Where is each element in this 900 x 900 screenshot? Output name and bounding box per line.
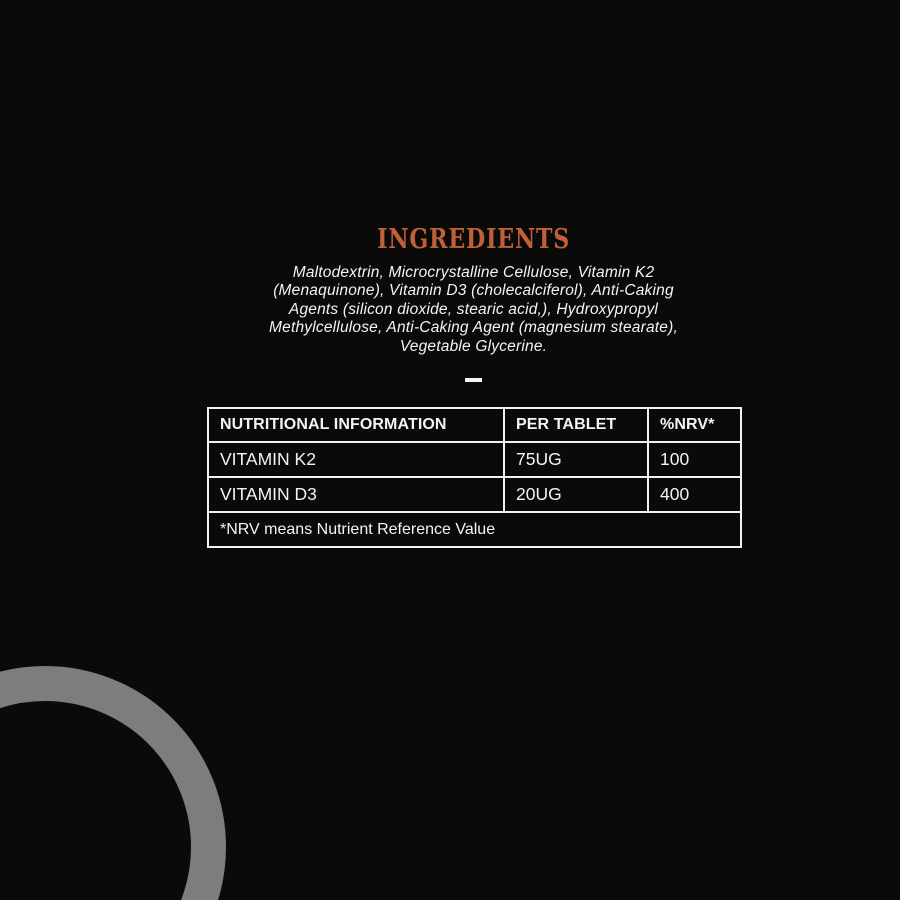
cell-nutrient-name: VITAMIN D3 [208,477,504,512]
ingredients-line: Agents (silicon dioxide, stearic acid,), Hydroxypropyl [288,300,659,318]
dash-divider [465,378,482,382]
header-cell-nutritional-information: NUTRITIONAL INFORMATION [208,408,504,442]
ingredients-heading-text: INGREDIENTS [377,224,570,255]
ingredients-line: Maltodextrin, Microcrystalline Cellulose, Vitamin K2 [292,264,655,281]
header-cell-nrv: %NRV* [648,408,741,442]
table-footnote-row [208,512,741,547]
cell-per-tablet-value: 20UG [504,477,648,512]
cell-nrv-value: 100 [648,442,741,477]
cell-nutrient-name: VITAMIN K2 [208,442,504,477]
ingredients-line: (Menaquinone), Vitamin D3 (cholecalciferol), Anti-Caking [273,282,674,300]
ingredients-line: Vegetable Glycerine. [399,337,548,355]
nrv-footnote: *NRV means Nutrient Reference Value [208,512,741,547]
cell-nrv-value: 400 [648,477,741,512]
ingredients-heading [207,224,740,255]
nutrition-table [207,407,742,548]
ingredients-line: Methylcellulose, Anti-Caking Agent (magnesium stearate), [269,319,678,337]
header-cell-per-tablet: PER TABLET [504,408,648,442]
table-row-vitamin-k2 [208,442,741,477]
table-row-vitamin-d3 [208,477,741,512]
ingredients-paragraph [190,264,757,356]
cell-per-tablet-value: 75UG [504,442,648,477]
table-header-row [208,408,741,442]
